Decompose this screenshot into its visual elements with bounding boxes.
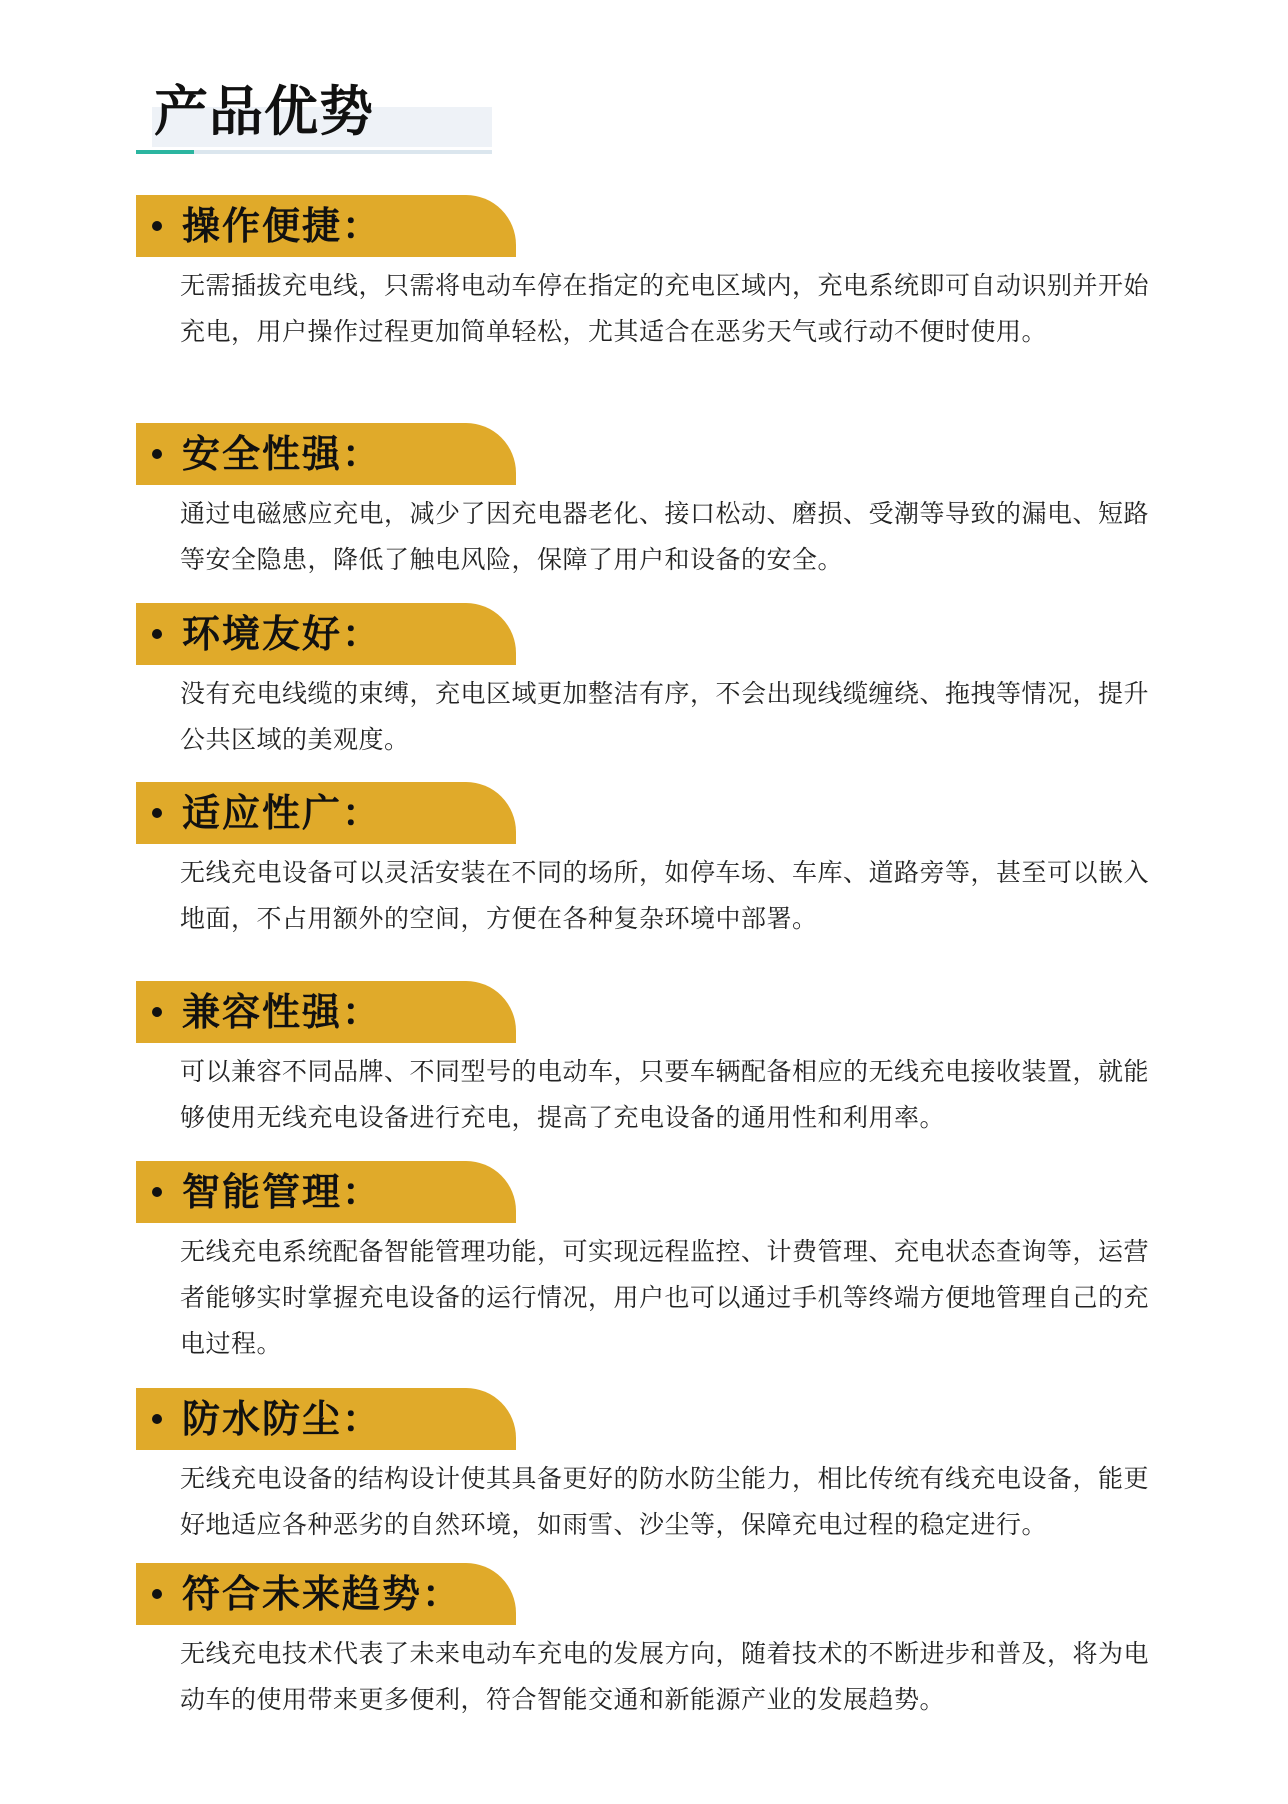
bullet-icon (152, 1007, 162, 1017)
section-header (136, 195, 516, 257)
section-adaptability (136, 782, 1156, 942)
bullet-icon (152, 629, 162, 639)
title-underline-accent (136, 150, 194, 154)
section-header (136, 981, 516, 1043)
section-text: 无线充电设备的结构设计使其具备更好的防水防尘能力，相比传统有线充电设备，能更好地适应各种恶劣的自然环境，如雨雪、沙尘等，保障充电过程的稳定进行。 (180, 1464, 1150, 1539)
page-title: 产品优势 (154, 80, 374, 143)
section-text: 无线充电设备可以灵活安装在不同的场所，如停车场、车库、道路旁等，甚至可以嵌入地面，不占用额外的空间，方便在各种复杂环境中部署。 (180, 858, 1150, 933)
section-text: 无线充电系统配备智能管理功能，可实现远程监控、计费管理、充电状态查询等，运营者能够实时掌握充电设备的运行情况，用户也可以通过手机等终端方便地管理自己的充电过程。 (180, 1237, 1150, 1358)
section-title: 防水防尘： (182, 1397, 383, 1441)
section-header (136, 423, 516, 485)
section-title: 符合未来趋势： (182, 1572, 463, 1616)
bullet-icon (152, 449, 162, 459)
bullet-icon (152, 1589, 162, 1599)
section-title: 环境友好： (182, 612, 383, 656)
section-environment (136, 603, 1156, 763)
section-safety (136, 423, 1156, 583)
bullet-icon (152, 221, 162, 231)
section-title: 兼容性强： (182, 990, 383, 1034)
section-title: 安全性强： (182, 432, 383, 476)
section-title: 智能管理： (182, 1170, 383, 1214)
section-text: 通过电磁感应充电，减少了因充电器老化、接口松动、磨损、受潮等导致的漏电、短路等安全隐患，降低了触电风险，保障了用户和设备的安全。 (180, 499, 1150, 574)
section-compatibility (136, 981, 1156, 1141)
section-operation (136, 195, 1156, 355)
page-title-block (136, 80, 492, 152)
bullet-icon (152, 808, 162, 818)
section-text: 没有充电线缆的束缚，充电区域更加整洁有序，不会出现线缆缠绕、拖拽等情况，提升公共区域的美观度。 (180, 679, 1150, 754)
section-header (136, 1161, 516, 1223)
bullet-icon (152, 1414, 162, 1424)
bullet-icon (152, 1187, 162, 1197)
section-text: 可以兼容不同品牌、不同型号的电动车，只要车辆配备相应的无线充电接收装置，就能够使用无线充电设备进行充电，提高了充电设备的通用性和利用率。 (180, 1057, 1150, 1132)
section-text: 无需插拔充电线，只需将电动车停在指定的充电区域内，充电系统即可自动识别并开始充电，用户操作过程更加简单轻松，尤其适合在恶劣天气或行动不便时使用。 (180, 271, 1150, 346)
section-header (136, 603, 516, 665)
section-waterproof (136, 1388, 1156, 1548)
section-text: 无线充电技术代表了未来电动车充电的发展方向，随着技术的不断进步和普及，将为电动车的使用带来更多便利，符合智能交通和新能源产业的发展趋势。 (180, 1639, 1150, 1714)
section-header (136, 1388, 516, 1450)
section-smart-management (136, 1161, 1156, 1367)
section-title: 操作便捷： (182, 204, 383, 248)
section-future-trend (136, 1563, 1156, 1723)
section-header (136, 1563, 516, 1625)
section-header (136, 782, 516, 844)
section-title: 适应性广： (182, 791, 383, 835)
